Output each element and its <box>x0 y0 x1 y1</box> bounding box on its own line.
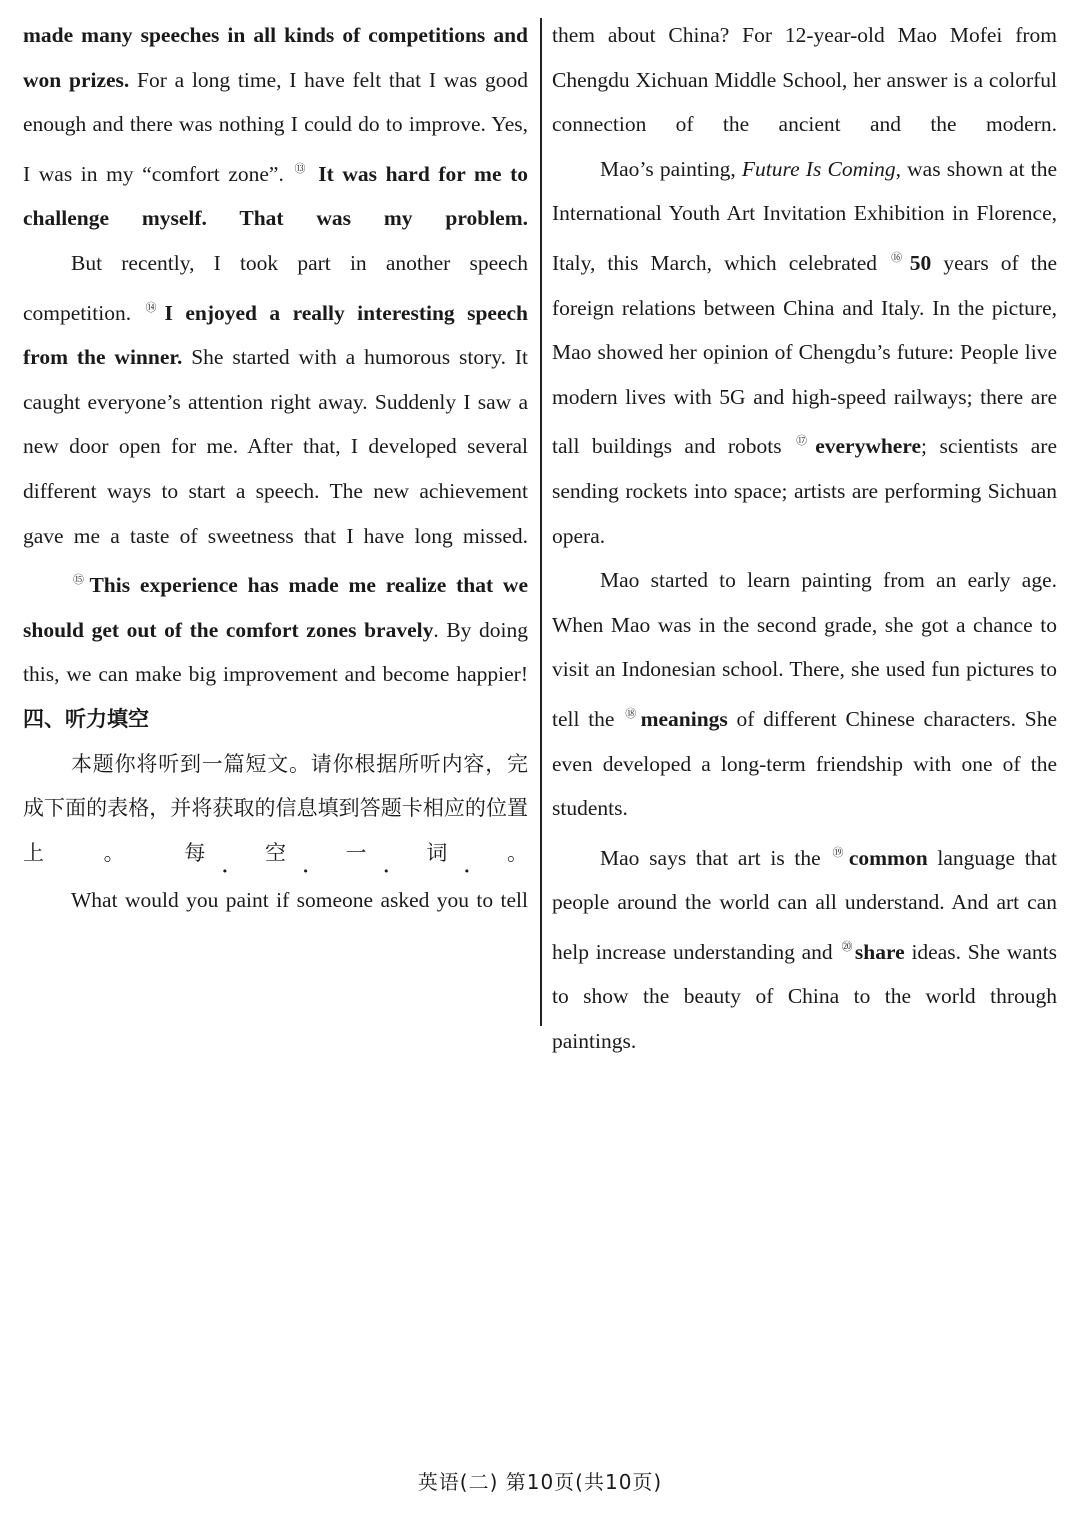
right-column <box>552 13 1057 1064</box>
bold-text: It was hard for me to challenge myself. That was my problem. <box>23 161 528 231</box>
section-title: 四、听力填空 <box>23 706 149 731</box>
blank-number-13: ⑬ <box>294 162 309 175</box>
blank-number-20: ⑳ <box>841 940 854 953</box>
emphasized-text: 每空一词 <box>184 840 508 865</box>
body-text: ; scientists are sending rockets into space; artists are performing Sichuan opera. <box>552 434 1057 548</box>
body-text: She started with a humorous story. It caught everyone’s attention right away. Suddenly I saw a new door open for me. After that, I developed several different ways to start a speech. The new achievement gave me a taste of sweetness that I have long missed. <box>23 345 528 548</box>
body-text: Mao’s painting, <box>600 156 742 181</box>
paragraph-passage-start: What would you paint if someone asked you to tell <box>71 887 528 912</box>
body-text: language that people around the world can all understand. And art can help increase understanding and <box>552 845 1057 964</box>
blank-number-17: ⑰ <box>796 435 815 448</box>
painting-title: Future Is Coming <box>741 156 896 181</box>
blank-number-15: ⑮ <box>73 574 89 587</box>
body-text: Mao started to learn painting from an early age. When Mao was in the second grade, she got a chance to visit an Indonesian school. There, she used fun pictures to tell the <box>552 568 1057 731</box>
bold-text: made many speeches in all kinds of competitions and won prizes. <box>23 23 528 92</box>
instruction-text: 。 <box>507 840 529 865</box>
paragraph-passage-continued: them about China? For 12-year-old Mao Mofei from Chengdu Xichuan Middle School, her answer is a colorful connection of the ancient and the modern. <box>552 23 1057 137</box>
blank-number-14: ⑭ <box>145 301 164 314</box>
paragraph-competition <box>23 241 528 558</box>
instruction-text: 本题你将听到一篇短文。请你根据所听内容，完成下面的表格，并将获取的信息填到答题卡相应的位置上。 <box>23 751 528 865</box>
blank-number-19: ⑲ <box>832 846 848 859</box>
blank-number-16: ⑯ <box>891 251 909 264</box>
section-instructions <box>23 742 528 878</box>
bold-text: I enjoyed a really interesting speech from the winner. <box>23 300 529 370</box>
answer-text: everywhere <box>815 434 922 459</box>
answer-text: share <box>854 939 905 964</box>
answer-text: meanings <box>640 706 728 731</box>
body-text: of different Chinese characters. She even developed a long-term friendship with one of the students. <box>552 706 1057 821</box>
body-text: . By doing this, we can make big improvement and become happier! <box>23 617 528 687</box>
answer-text: common <box>848 845 928 870</box>
body-text: , was shown at the International Youth Art Invitation Exhibition in Florence, Italy, this March, which celebrated <box>552 156 1057 275</box>
left-column <box>23 13 528 922</box>
page-footer: 英语(二) 第10页(共10页) <box>417 1470 663 1494</box>
bold-text: This experience has made me realize that we should get out of the comfort zones bravely <box>23 573 529 642</box>
paragraph-speech-intro <box>23 13 528 241</box>
paragraph-early-age <box>552 558 1057 831</box>
paragraph-painting <box>552 147 1057 558</box>
body-text: years of the foreign relations between China and Italy. In the picture, Mao showed her opinion of Chengdu’s future: People live modern lives with 5G and high-speed railways; there are tall buildings and robots <box>552 250 1057 459</box>
paragraph-conclusion <box>23 558 528 697</box>
body-text: But recently, I took part in another speech competition. <box>23 250 528 325</box>
column-divider <box>540 18 542 1026</box>
paragraph-common-language <box>552 831 1057 1064</box>
answer-text: 50 <box>909 250 932 275</box>
body-text: Mao says that art is the <box>600 845 831 870</box>
body-text: ideas. She wants to show the beauty of China to the world through paintings. <box>552 939 1057 1054</box>
blank-number-18: ⑱ <box>625 707 640 720</box>
body-text: For a long time, I have felt that I was good enough and there was nothing I could do to improve. Yes, I was in my “comfort zone”. <box>23 67 528 186</box>
